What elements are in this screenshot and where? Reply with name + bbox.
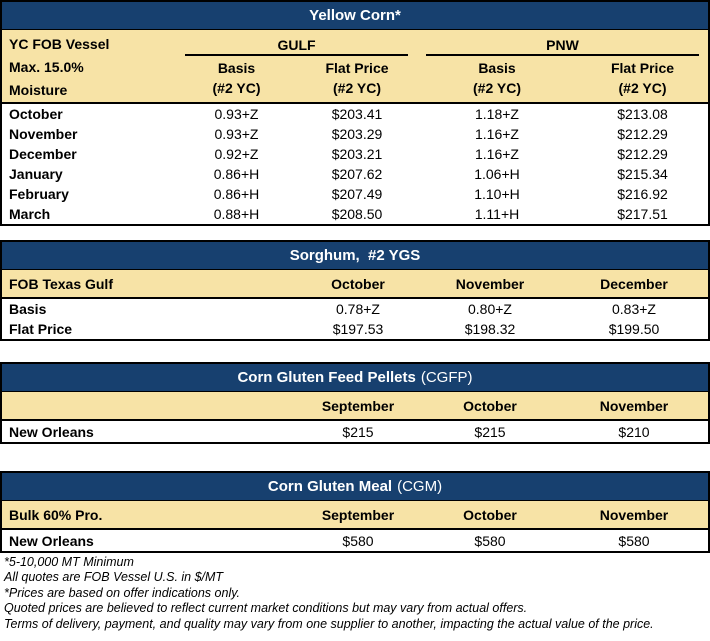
gulf-basis-value: 0.93+Z bbox=[214, 126, 259, 142]
pnw-flat-price-subheader: (#2 YC) bbox=[618, 80, 667, 96]
cgfp-title-abbr: (CGFP) bbox=[420, 369, 473, 386]
table-row bbox=[2, 144, 708, 164]
gulf-basis-subheader: (#2 YC) bbox=[212, 80, 261, 96]
label-line-2: Max. 15.0% bbox=[9, 59, 84, 75]
basis-value: 0.80+Z bbox=[468, 301, 512, 317]
price-value: $580 bbox=[618, 532, 650, 549]
gulf-basis-value: 0.86+H bbox=[213, 186, 260, 202]
yellow-corn-title: Yellow Corn* bbox=[309, 7, 401, 24]
table-row bbox=[2, 421, 708, 442]
cgm-column-headers bbox=[2, 501, 708, 530]
pnw-flat-price-value: $216.92 bbox=[617, 186, 668, 202]
pnw-flat-price-value: $217.51 bbox=[617, 206, 668, 222]
month-header: December bbox=[600, 275, 668, 292]
footnote-minimum: *5-10,000 MT Minimum bbox=[4, 555, 134, 569]
pnw-basis-value: 1.10+H bbox=[474, 186, 520, 202]
footnotes bbox=[0, 553, 710, 632]
gulf-flat-price-subheader: (#2 YC) bbox=[333, 80, 381, 96]
month-header: November bbox=[455, 275, 525, 292]
yellow-corn-table bbox=[0, 0, 710, 226]
table-row bbox=[2, 104, 708, 124]
pnw-group-header: PNW bbox=[426, 30, 699, 56]
pnw-basis-value: 1.18+Z bbox=[475, 106, 519, 122]
pnw-flat-price-value: $215.34 bbox=[617, 166, 668, 182]
pnw-basis-value: 1.16+Z bbox=[475, 146, 519, 162]
cgm-table bbox=[0, 471, 710, 553]
basis-value: 0.78+Z bbox=[336, 301, 380, 317]
pnw-flat-price-value: $212.29 bbox=[617, 126, 668, 142]
flat-price-value: $199.50 bbox=[608, 321, 660, 337]
row-label: New Orleans bbox=[9, 532, 94, 549]
flat-price-value: $198.32 bbox=[464, 321, 516, 337]
month-header: September bbox=[321, 397, 395, 414]
sorghum-title-bar bbox=[2, 242, 708, 270]
basis-value: 0.83+Z bbox=[612, 301, 656, 317]
price-value: $580 bbox=[342, 532, 374, 549]
price-value: $215 bbox=[342, 423, 374, 440]
cgfp-table bbox=[0, 362, 710, 444]
sorghum-table bbox=[0, 240, 710, 341]
yellow-corn-body bbox=[2, 104, 708, 224]
table-row bbox=[2, 164, 708, 184]
month-header: November bbox=[599, 397, 669, 414]
sorghum-title: Sorghum, #2 YGS bbox=[289, 247, 421, 264]
gulf-flat-price-value: $207.49 bbox=[331, 186, 383, 202]
month-label: March bbox=[9, 206, 51, 222]
table-row bbox=[2, 299, 708, 319]
price-value: $215 bbox=[474, 423, 506, 440]
cgfp-column-headers bbox=[2, 392, 708, 421]
row-label: Flat Price bbox=[9, 321, 73, 337]
table-row bbox=[2, 184, 708, 204]
table-row bbox=[2, 124, 708, 144]
label-line-3: Moisture bbox=[9, 82, 68, 98]
yellow-corn-title-bar bbox=[2, 2, 708, 30]
cgfp-title-bold: Corn Gluten Feed Pellets bbox=[237, 369, 416, 386]
gulf-group-header: GULF bbox=[185, 30, 408, 56]
section-gap bbox=[0, 341, 710, 362]
gulf-basis-value: 0.93+Z bbox=[214, 106, 259, 122]
month-label: January bbox=[9, 166, 63, 182]
footnote-terms: Terms of delivery, payment, and quality may vary from one supplier to another, impacting the actual value of the price. bbox=[4, 616, 654, 631]
gulf-flat-price-value: $207.62 bbox=[331, 166, 383, 182]
pnw-basis-value: 1.11+H bbox=[474, 206, 520, 222]
table-row bbox=[2, 319, 708, 339]
pnw-basis-header: Basis bbox=[478, 60, 516, 76]
gulf-basis-header: Basis bbox=[217, 60, 256, 76]
gulf-basis-value: 0.86+H bbox=[213, 166, 260, 182]
month-label: December bbox=[9, 146, 77, 162]
label-line-1: YC FOB Vessel bbox=[9, 36, 110, 52]
gulf-basis-value: 0.88+H bbox=[213, 206, 260, 222]
month-header: October bbox=[331, 275, 385, 292]
cgfp-title-bar bbox=[2, 364, 708, 392]
pnw-basis-value: 1.06+H bbox=[474, 166, 520, 182]
gulf-flat-price-value: $203.41 bbox=[331, 106, 383, 122]
flat-price-value: $197.53 bbox=[332, 321, 384, 337]
footnote-market-conditions: Quoted prices are believed to reflect current market conditions but may vary from actual offers. bbox=[4, 601, 528, 616]
month-header: October bbox=[463, 506, 517, 523]
sorghum-column-headers bbox=[2, 270, 708, 299]
cgm-title-bold: Corn Gluten Meal bbox=[267, 478, 393, 495]
gulf-flat-price-header: Flat Price bbox=[325, 60, 389, 76]
price-value: $210 bbox=[618, 423, 650, 440]
gulf-flat-price-value: $203.21 bbox=[331, 146, 383, 162]
yellow-corn-row-label-header bbox=[2, 30, 176, 102]
cgm-row-label-header: Bulk 60% Pro. bbox=[9, 506, 103, 523]
gulf-flat-price-value: $208.50 bbox=[331, 206, 383, 222]
gulf-basis-value: 0.92+Z bbox=[214, 146, 259, 162]
cgm-title-bar bbox=[2, 473, 708, 501]
month-label: February bbox=[9, 186, 69, 202]
pnw-basis-value: 1.16+Z bbox=[475, 126, 519, 142]
pnw-flat-price-header: Flat Price bbox=[610, 60, 675, 76]
sorghum-row-label-header: FOB Texas Gulf bbox=[9, 275, 113, 292]
cgm-title-abbr: (CGM) bbox=[397, 478, 443, 495]
section-gap bbox=[0, 226, 710, 240]
pnw-flat-price-value: $213.08 bbox=[617, 106, 668, 122]
section-gap bbox=[0, 444, 710, 471]
month-label: November bbox=[9, 126, 78, 142]
gulf-flat-price-value: $203.29 bbox=[331, 126, 383, 142]
month-header: September bbox=[321, 506, 395, 523]
month-header: November bbox=[599, 506, 669, 523]
table-row bbox=[2, 530, 708, 551]
table-row bbox=[2, 204, 708, 224]
price-value: $580 bbox=[474, 532, 506, 549]
yellow-corn-column-headers bbox=[2, 30, 708, 104]
footnote-offer-indications: *Prices are based on offer indications only. bbox=[4, 585, 241, 600]
footnote-quotes-basis: All quotes are FOB Vessel U.S. in $/MT bbox=[4, 570, 224, 585]
month-header: October bbox=[463, 397, 517, 414]
month-label: October bbox=[9, 106, 63, 122]
row-label: Basis bbox=[9, 301, 47, 317]
pnw-basis-subheader: (#2 YC) bbox=[473, 80, 521, 96]
pnw-flat-price-value: $212.29 bbox=[617, 146, 668, 162]
row-label: New Orleans bbox=[9, 423, 94, 440]
